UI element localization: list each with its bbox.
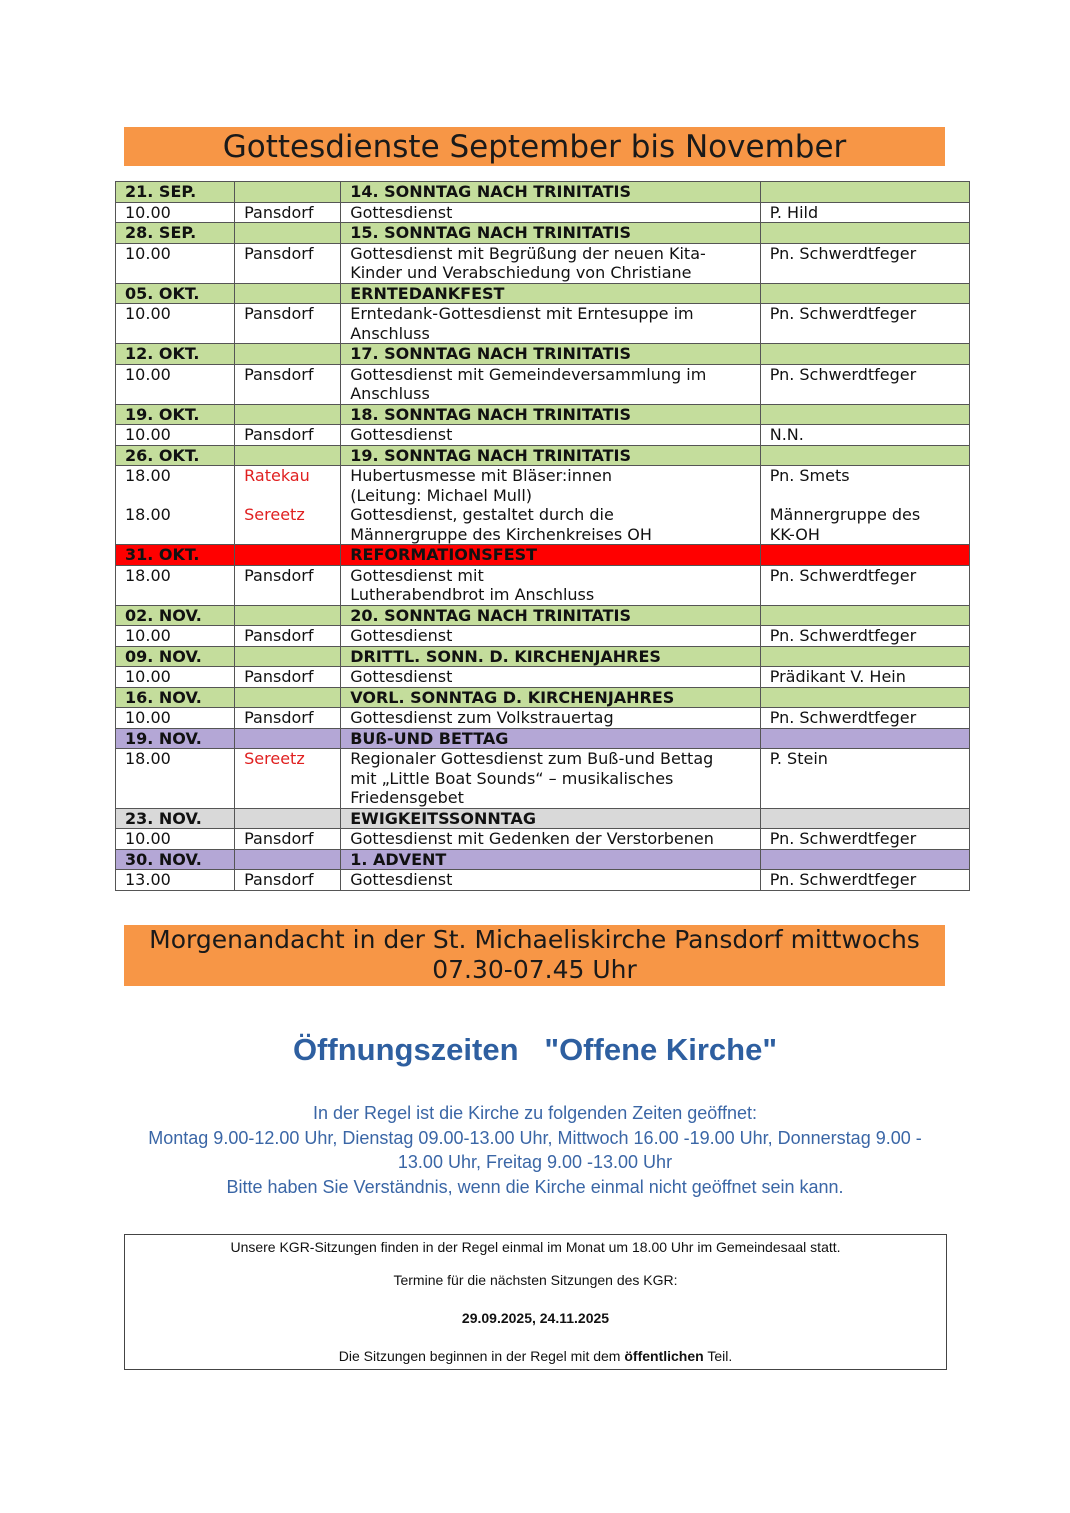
service-time: 10.00 (116, 304, 235, 344)
empty-cell (235, 646, 341, 667)
empty-cell (760, 605, 969, 626)
service-location: Sereetz (235, 749, 341, 809)
day-header-row (116, 687, 970, 708)
service-date: 16. NOV. (116, 687, 235, 708)
service-time: 10.00 (116, 708, 235, 729)
service-date: 21. SEP. (116, 182, 235, 203)
service-pastor: N.N. (760, 425, 969, 446)
service-pastor: Pn. Schwerdtfeger (760, 626, 969, 647)
sunday-name: 20. SONNTAG NACH TRINITATIS (341, 605, 760, 626)
sunday-name: 14. SONNTAG NACH TRINITATIS (341, 182, 760, 203)
service-location: Pansdorf (235, 667, 341, 688)
service-pastor: Pn. Schwerdtfeger (760, 870, 969, 891)
opening-hours-line: In der Regel ist die Kirche zu folgenden Zeiten geöffnet: (313, 1103, 757, 1123)
empty-cell (235, 808, 341, 829)
sunday-name: REFORMATIONSFEST (341, 545, 760, 566)
day-header-row (116, 605, 970, 626)
day-header-row (116, 728, 970, 749)
empty-cell (760, 445, 969, 466)
service-date: 28. SEP. (116, 223, 235, 244)
service-description: Gottesdienst mit Begrüßung der neuen Kita- Kinder und Verabschiedung von Christiane (341, 243, 760, 283)
service-pastor: Pn. Smets Männergruppe des KK-OH (760, 466, 969, 545)
kgr-info-line: Unsere KGR-Sitzungen finden in der Regel einmal im Monat um 18.00 Uhr im Gemeindesaal statt. (230, 1239, 841, 1255)
service-description: Gottesdienst (341, 425, 760, 446)
service-date: 26. OKT. (116, 445, 235, 466)
service-time: 10.00 (116, 829, 235, 850)
day-header-row (116, 404, 970, 425)
kgr-dates: 29.09.2025, 24.11.2025 (461, 1310, 610, 1326)
sunday-name: 15. SONNTAG NACH TRINITATIS (341, 223, 760, 244)
service-row (116, 364, 970, 404)
service-row (116, 425, 970, 446)
sunday-name: DRITTL. SONN. D. KIRCHENJAHRES (341, 646, 760, 667)
empty-cell (760, 545, 969, 566)
service-time: 10.00 (116, 243, 235, 283)
service-time: 10.00 (116, 626, 235, 647)
empty-cell (235, 728, 341, 749)
opening-hours-title: Öffnungszeiten "Offene Kirche" (292, 1032, 778, 1067)
service-pastor: P. Stein (760, 749, 969, 809)
opening-hours-text (130, 1101, 940, 1199)
sunday-name: EWIGKEITSSONNTAG (341, 808, 760, 829)
service-row (116, 626, 970, 647)
service-location: Pansdorf (235, 565, 341, 605)
empty-cell (760, 223, 969, 244)
service-location: Pansdorf (235, 870, 341, 891)
empty-cell (760, 646, 969, 667)
empty-cell (235, 344, 341, 365)
day-header-row (116, 646, 970, 667)
empty-cell (235, 687, 341, 708)
service-time: 10.00 (116, 425, 235, 446)
service-description: Gottesdienst (341, 667, 760, 688)
opening-hours-line: Montag 9.00-12.00 Uhr, Dienstag 09.00-13.00 Uhr, Mittwoch 16.00 -19.00 Uhr, Donnerstag 9.00 - (148, 1127, 922, 1148)
service-date: 30. NOV. (116, 849, 235, 870)
service-description: Regionaler Gottesdienst zum Buß-und Bettag mit „Little Boat Sounds“ – musikalisches Friedensgebet (341, 749, 760, 809)
empty-cell (235, 849, 341, 870)
service-time: 10.00 (116, 667, 235, 688)
service-location: Pansdorf (235, 243, 341, 283)
service-row (116, 708, 970, 729)
empty-cell (760, 344, 969, 365)
service-date: 02. NOV. (116, 605, 235, 626)
service-location: Pansdorf (235, 364, 341, 404)
day-header-row (116, 182, 970, 203)
empty-cell (760, 283, 969, 304)
empty-cell (235, 545, 341, 566)
service-row (116, 565, 970, 605)
service-pastor: Pn. Schwerdtfeger (760, 243, 969, 283)
day-header-row (116, 223, 970, 244)
service-schedule-table (115, 181, 970, 891)
service-date: 19. OKT. (116, 404, 235, 425)
service-location: Pansdorf (235, 425, 341, 446)
service-location: Pansdorf (235, 829, 341, 850)
service-location: Pansdorf (235, 202, 341, 223)
page-title: Gottesdienste September bis November (124, 127, 945, 166)
service-description: Gottesdienst mit Gedenken der Verstorbenen (341, 829, 760, 850)
service-pastor: Pn. Schwerdtfeger (760, 364, 969, 404)
service-date: 12. OKT. (116, 344, 235, 365)
service-location: Ratekau Sereetz (235, 466, 341, 545)
service-description: Gottesdienst mit Lutherabendbrot im Anschluss (341, 565, 760, 605)
service-date: 23. NOV. (116, 808, 235, 829)
morning-devotion-banner (124, 925, 945, 986)
service-description: Gottesdienst (341, 626, 760, 647)
empty-cell (235, 283, 341, 304)
service-time: 18.00 (116, 565, 235, 605)
service-location: Pansdorf (235, 304, 341, 344)
empty-cell (760, 728, 969, 749)
service-pastor: Pn. Schwerdtfeger (760, 708, 969, 729)
service-description: Hubertusmesse mit Bläser:innen (Leitung: Michael Mull) Gottesdienst, gestaltet durch die Männergruppe des Kirchenkreises OH (341, 466, 760, 545)
opening-hours-line: Bitte haben Sie Verständnis, wenn die Kirche einmal nicht geöffnet sein kann. (226, 1176, 844, 1197)
kgr-next-dates-label: Termine für die nächsten Sitzungen des KGR: (393, 1272, 678, 1288)
sunday-name: ERNTEDANKFEST (341, 283, 760, 304)
day-header-row (116, 545, 970, 566)
morning-devotion-line2: 07.30-07.45 Uhr (432, 955, 637, 984)
empty-cell (760, 404, 969, 425)
service-date: 31. OKT. (116, 545, 235, 566)
sunday-name: VORL. SONNTAG D. KIRCHENJAHRES (341, 687, 760, 708)
service-location: Pansdorf (235, 626, 341, 647)
service-description: Gottesdienst mit Gemeindeversammlung im Anschluss (341, 364, 760, 404)
service-row (116, 829, 970, 850)
day-header-row (116, 344, 970, 365)
empty-cell (760, 687, 969, 708)
service-row (116, 667, 970, 688)
empty-cell (235, 605, 341, 626)
day-header-row (116, 808, 970, 829)
day-header-row (116, 849, 970, 870)
service-date: 09. NOV. (116, 646, 235, 667)
service-row (116, 870, 970, 891)
empty-cell (760, 808, 969, 829)
sunday-name: BUß-UND BETTAG (341, 728, 760, 749)
service-time: 10.00 (116, 202, 235, 223)
service-row (116, 243, 970, 283)
empty-cell (235, 182, 341, 203)
service-date: 19. NOV. (116, 728, 235, 749)
service-row (116, 304, 970, 344)
service-pastor: Pn. Schwerdtfeger (760, 565, 969, 605)
service-time: 18.00 (116, 749, 235, 809)
service-description: Gottesdienst zum Volkstrauertag (341, 708, 760, 729)
kgr-meetings-box (124, 1234, 947, 1370)
morning-devotion-line1: Morgenandacht in der St. Michaeliskirche Pansdorf mittwochs (149, 925, 920, 954)
service-row (116, 749, 970, 809)
opening-hours-line: 13.00 Uhr, Freitag 9.00 -13.00 Uhr (397, 1152, 673, 1172)
sunday-name: 19. SONNTAG NACH TRINITATIS (341, 445, 760, 466)
service-pastor: Prädikant V. Hein (760, 667, 969, 688)
service-date: 05. OKT. (116, 283, 235, 304)
empty-cell (235, 445, 341, 466)
service-description: Erntedank-Gottesdienst mit Erntesuppe im Anschluss (341, 304, 760, 344)
service-description: Gottesdienst (341, 870, 760, 891)
kgr-public-note: Die Sitzungen beginnen in der Regel mit dem öffentlichen Teil. (338, 1348, 733, 1364)
empty-cell (235, 223, 341, 244)
service-time: 18.00 18.00 (116, 466, 235, 545)
service-time: 13.00 (116, 870, 235, 891)
service-pastor: Pn. Schwerdtfeger (760, 304, 969, 344)
service-row (116, 466, 970, 545)
service-pastor: Pn. Schwerdtfeger (760, 829, 969, 850)
service-time: 10.00 (116, 364, 235, 404)
empty-cell (760, 849, 969, 870)
service-row (116, 202, 970, 223)
empty-cell (235, 404, 341, 425)
empty-cell (760, 182, 969, 203)
service-description: Gottesdienst (341, 202, 760, 223)
day-header-row (116, 283, 970, 304)
service-pastor: P. Hild (760, 202, 969, 223)
sunday-name: 18. SONNTAG NACH TRINITATIS (341, 404, 760, 425)
day-header-row (116, 445, 970, 466)
service-location: Pansdorf (235, 708, 341, 729)
sunday-name: 17. SONNTAG NACH TRINITATIS (341, 344, 760, 365)
sunday-name: 1. ADVENT (341, 849, 760, 870)
